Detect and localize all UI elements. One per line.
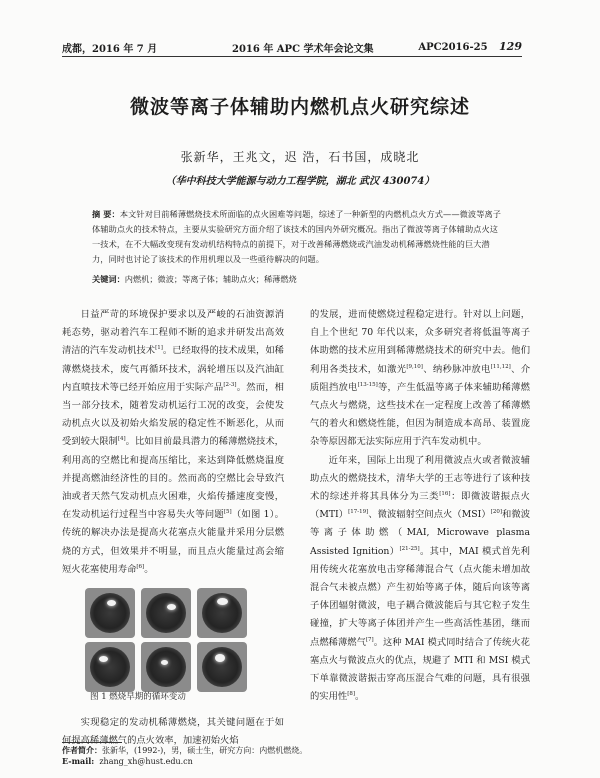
author-list: 张新华，王兆文，迟 浩，石书国，成晓北 [180, 150, 420, 164]
keywords-text: 内燃机；微波；等离子体；辅助点火；稀薄燃烧 [124, 274, 297, 284]
header-code-page [418, 40, 522, 53]
citation: [13-15] [357, 381, 378, 388]
citation: [20] [490, 509, 502, 516]
citation: [21-25] [399, 545, 420, 552]
citation: [17-19] [348, 509, 369, 516]
figure-1-caption: 图 1 燃烧早期的循环变动 [90, 692, 186, 702]
email-label: E-mail: [62, 756, 95, 766]
body-paragraph: 的发展，进而使燃烧过程稳定进行。针对以上问题，自上个世纪 70 年代以来，众多研究者将低温等离子体助燃的技术应用到稀薄燃烧技术的研究中去。他们利用各类技术，如激光[9,10]、纳秒脉冲放电[11,12]、介质阻挡放电[13-15]等，产生低温等离子体来辅助稀薄燃气点火与燃烧，这些技术在一定程度上改善了稀薄燃气的着火和燃烧性能，但因为制造成本高昂、装置庞杂等原因都无法实际应用于汽车发动机中。 [310, 309, 530, 448]
figure-1 [85, 588, 247, 700]
author-footnote [62, 745, 532, 767]
abstract [92, 207, 506, 267]
combustion-image [197, 588, 247, 638]
running-header [62, 40, 522, 56]
footnote-text: 张新华，(1992-)，男，硕士生，研究方向：内燃机燃烧。 [102, 746, 308, 755]
header-paper-code: APC2016-25 [418, 42, 488, 53]
citation: [8] [347, 691, 355, 698]
footnote-divider [62, 742, 122, 743]
author-email: zhang_xh@hust.edu.cn [99, 757, 193, 766]
citation: [2-3] [223, 381, 237, 388]
citation: [7] [365, 636, 374, 643]
abstract-label: 摘 要： [92, 209, 120, 219]
paper-title: 微波等离子体辅助内燃机点火研究综述 [129, 96, 470, 118]
cycle-variation-images [85, 588, 247, 692]
combustion-image [197, 642, 247, 692]
citation: [1] [155, 345, 163, 352]
header-page-number: 129 [499, 40, 522, 53]
combustion-image [85, 642, 135, 692]
body-paragraph: 近年来，国际上出现了利用微波点火或者微波辅助点火的燃烧技术，清华大学的王志等进行了该种技术的综述并将其具体分为三类[16]：即微波谐振点火（MTI）[17-19]、微波辐射空间点火（MSI）[20]和微波等离子体助燃（MAI, Microwave plasma Assisted Ignition）[21-25]。其中，MAI 模式首先利用传统火花塞放电击穿稀薄混合气（点火能未增加故混合气未被点燃）产生初始等离子体，随后向该等离子体团辐射微波，电子耦合微波能后与其它粒子发生碰撞，扩大等离子体团并产生一些高活性基团，继而点燃稀薄燃气[7]。这种 MAI 模式同时结合了传统火花塞点火与微波点火的优点，规避了 MTI 和 MSI 模式下单靠微波谐振击穿高压混合气难的问题，具有很强的实用性[8]。 [310, 454, 530, 703]
header-divider [62, 56, 522, 57]
citation: [4] [117, 436, 126, 443]
keywords-label: 关键词： [92, 274, 125, 284]
combustion-image [85, 588, 135, 638]
abstract-text: 本文针对目前稀薄燃烧技术所面临的点火困难等问题，综述了一种新型的内燃机点火方式——微波等离子体辅助点火的技术特点，主要从实验研究方面介绍了该技术的国内外研究概况。指出了微波等离子体辅助点火这一技术，在不大幅改变现有发动机结构特点的前提下，对于改善稀薄燃烧或汽油发动机稀薄燃烧性能的巨大潜力，同时也讨论了该技术的作用机理以及一些亟待解决的问题。 [92, 209, 502, 264]
citation: [16] [439, 490, 451, 497]
citation: [5] [223, 509, 232, 516]
keywords [92, 273, 506, 286]
header-location-date: 成都，2016 年 7 月 [62, 44, 158, 55]
header-proceedings: 2016 年 APC 学术年会论文集 [232, 44, 374, 55]
citation: [9,10] [406, 363, 423, 370]
body-column-right [310, 306, 530, 706]
body-column-left [62, 306, 284, 579]
combustion-image [141, 642, 191, 692]
citation: [11,12] [490, 363, 511, 370]
author-affiliation: （华中科技大学能源与动力工程学院，湖北 武汉 430074） [165, 176, 435, 187]
combustion-image [141, 588, 191, 638]
footnote-label: 作者简介： [62, 745, 102, 755]
citation: [6] [136, 563, 145, 570]
body-paragraph: 日益严苛的环境保护要求以及严峻的石油资源消耗态势，驱动着汽车工程师不断的追求并研发出高效清洁的汽车发动机技术[1]。已经取得的技术成果，如稀薄燃烧技术，废气再循环技术，涡轮增压以及汽油缸内直喷技术等已经开始应用于实际产品[2-3]。然而，相当一部分技术，随着发动机运行工况的改变，会使发动机点火以及初始火焰发展的稳定性不断恶化，从而受到较大限制[4]。比如目前最具潜力的稀薄燃烧技术，利用高的空燃比和提高压缩比，来达到降低燃烧温度并提高燃油经济性的目的。然而高的空燃比会导致汽油或者天然气发动机点火困难，火焰传播速度变慢，在发动机运行过程当中容易失火等问题[5]（如图 1）。传统的解决办法是提高火花塞点火能量并采用分层燃烧的方式，但效果并不明显，而且点火能量过高会缩短火花塞使用寿命[6]。 [62, 309, 284, 575]
body-paragraph: 实现稳定的发动机稀薄燃烧，其关键问题在于如何提高稀薄燃气的点火效率，加速初始火焰 [62, 717, 284, 747]
